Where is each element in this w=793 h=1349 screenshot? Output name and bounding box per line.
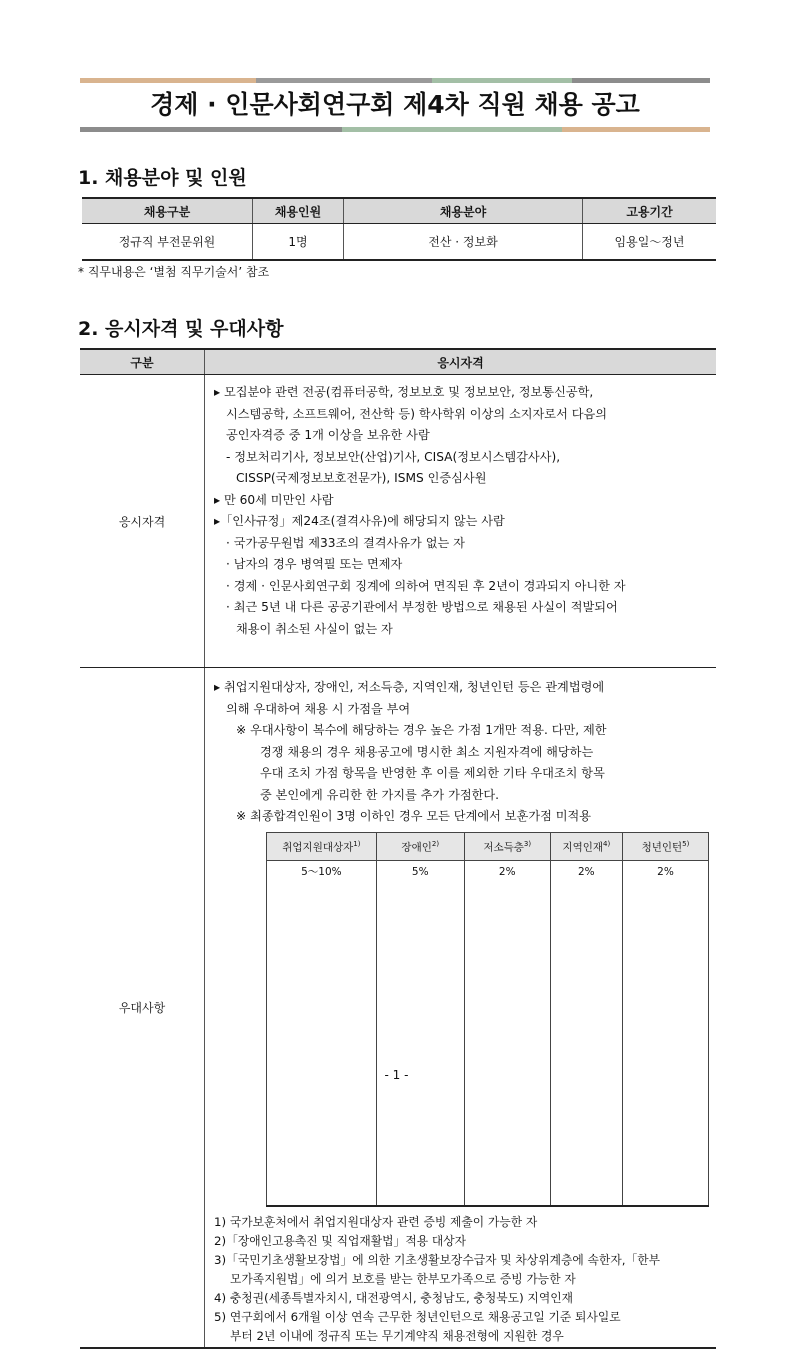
qualification-label: 응시자격 [80,375,205,668]
title-top-bar-gray [256,78,432,83]
footnote: 5) 연구회에서 6개월 이상 연속 근무한 청년인턴으로 채용공고일 기준 퇴사일로 [214,1309,621,1324]
qualification-content [205,375,717,668]
bonus-header: 지역인재$^{4)}$ [550,832,622,860]
footnote: 2)「장애인고용촉진 및 직업재활법」적용 대상자 [214,1233,467,1248]
title-bottom-bar-tan [562,127,710,132]
col-header-category: 구분 [80,349,205,375]
qual-line: 공인자격증 중 1개 이상을 보유한 사람 [226,428,430,442]
bonus-value: 5% [376,860,464,1206]
col-header-period: 고용기간 [583,198,717,224]
qual-line: 채용이 취소된 사실이 없는 자 [236,621,393,636]
section2-heading: 2. 응시자격 및 우대사항 [78,318,284,340]
bonus-value: 2% [622,860,708,1206]
preference-label: 우대사항 [80,668,205,1348]
bonus-value: 2% [550,860,622,1206]
qual-line: ▸ 모집분야 관련 전공(컴퓨터공학, 정보보호 및 정보보안, 정보통신공학, [214,385,594,399]
title-bottom-bar-gray [80,127,342,132]
bonus-header: 청년인턴$^{5)}$ [622,832,708,860]
qual-line: ▸「인사규정」제24조(결격사유)에 해당되지 않는 사람 [214,514,505,528]
footnote: 1) 국가보훈처에서 취업지원대상자 관련 증빙 제출이 가능한 자 [214,1214,538,1229]
table-row [80,668,716,1348]
qualification-table [80,348,716,1349]
page-title: 경제 · 인문사회연구회 제4차 직원 채용 공고 [150,90,640,119]
cell-type: 정규직 부전문위원 [82,224,253,261]
bonus-value: 2% [464,860,550,1206]
recruitment-table [82,197,716,261]
section1-heading: 1. 채용분야 및 인원 [78,167,247,189]
preference-content [205,668,717,1348]
bonus-header: 취업지원대상자$^{1)}$ [267,832,377,860]
col-header-type: 채용구분 [82,198,253,224]
pref-note: ※ 우대사항이 복수에 해당하는 경우 높은 가점 1개만 적용. 다만, 제한 [236,723,607,737]
qual-line: · 남자의 경우 병역필 또는 면제자 [226,557,403,571]
qual-line: ▸ 만 60세 미만인 사람 [214,492,334,507]
title-top-bar-tan [80,78,256,83]
footnote: 모가족지원법」에 의거 보호를 받는 한부모가족으로 증빙 가능한 자 [230,1271,576,1286]
cell-period: 임용일～정년 [583,224,717,261]
pref-intro: ▸ 취업지원대상자, 장애인, 저소득층, 지역인재, 청년인턴 등은 관계법령에 [214,680,605,694]
qual-line: · 최근 5년 내 다른 공공기관에서 부정한 방법으로 채용된 사실이 적발되어 [226,600,618,614]
pref-note: 우대 조치 가점 항목을 반영한 후 이를 제외한 기타 우대조치 항목 [260,766,605,780]
col-header-count: 채용인원 [253,198,344,224]
page-number: - 1 - [384,1068,409,1082]
bonus-value: 5～10% [267,860,377,1206]
title-top-bar-sage [432,78,572,83]
bonus-header: 장애인$^{2)}$ [376,832,464,860]
footnote: 부터 2년 이내에 정규직 또는 무기계약직 채용전형에 지원한 경우 [230,1328,564,1343]
qual-line: · 국가공무원법 제33조의 결격사유가 없는 자 [226,535,465,550]
qual-line: - 정보처리기사, 정보보안(산업)기사, CISA(정보시스템감사사), [226,449,561,464]
table-row [82,224,716,261]
footnote: 4) 충청권(세종특별자치시, 대전광역시, 충청남도, 충청북도) 지역인재 [214,1290,574,1305]
bonus-points-table [266,832,709,1207]
table-row [267,860,709,1206]
footnote: 3)「국민기초생활보장법」에 의한 기초생활보장수급자 및 차상위계층에 속한자,「한부 [214,1252,661,1267]
bonus-header: 저소득층$^{3)}$ [464,832,550,860]
qual-line: · 경제 · 인문사회연구회 징계에 의하여 면직된 후 2년이 경과되지 아니한 자 [226,578,626,593]
qual-line: 시스템공학, 소프트웨어, 전산학 등) 학사학위 이상의 소지자로서 다음의 [226,406,608,421]
pref-note: 중 본인에게 유리한 한 가지를 추가 가점한다. [260,787,500,802]
qual-line: CISSP(국제정보보호전문가), ISMS 인증심사원 [236,471,487,485]
pref-note: ※ 최종합격인원이 3명 이하인 경우 모든 단계에서 보훈가점 미적용 [236,809,592,823]
pref-intro: 의해 우대하여 채용 시 가점을 부여 [226,701,411,716]
col-header-qualification: 응시자격 [205,349,717,375]
cell-count: 1명 [253,224,344,261]
col-header-field: 채용분야 [344,198,583,224]
title-bottom-bar-sage [342,127,562,132]
title-top-bar-gray2 [572,78,710,83]
table-row [80,375,716,668]
job-description-note: * 직무내용은 ‘별첨 직무기술서’ 참조 [78,265,270,279]
cell-field: 전산 · 정보화 [344,224,583,261]
pref-note: 경쟁 채용의 경우 채용공고에 명시한 최소 지원자격에 해당하는 [260,744,594,759]
